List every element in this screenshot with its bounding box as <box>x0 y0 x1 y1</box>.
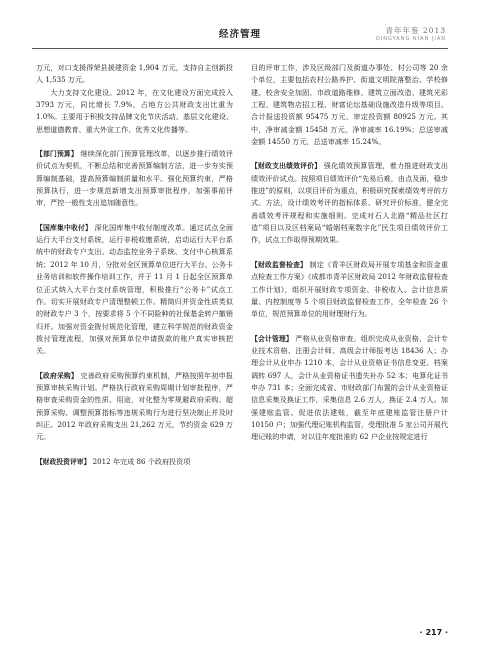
topic-paragraph <box>36 456 233 468</box>
paragraph-gap <box>36 444 233 456</box>
continued-paragraph: 万元，对口支援得荣县援建资金 1,904 万元，支持自主创新投入 1,535 万元。 <box>36 63 233 85</box>
paragraph-gap <box>36 358 233 370</box>
paragraph-text: 强化绩效预算管理，着力推进财政支出绩效评价试点。按照项目绩效评价“先易后难，由点及面，稳步推进”的原则，以项目评价为重点，积极研究探索绩效考评的方式、方法，设计绩效考评的指标体系、研究评价标准，健全完善绩效考评规程和实施细则。完成对石人北路“精品社区打造”项目以及区档案局“婚姻档案数字化”民生项目绩效评价工作，试点工作取得预期效果。 <box>251 161 448 245</box>
topic-paragraph <box>36 370 233 444</box>
topic-keyword: 【国库集中收付】 <box>36 223 93 232</box>
right-text-column <box>251 62 448 630</box>
topic-keyword: 【会计管理】 <box>251 334 293 343</box>
body-paragraph: 大力支持文化建设。2012 年，在文化建设方面完成投入 3793 万元，同比增长 7.9%，占地方公共财政支出比重为 1.0%。主要用于积极支持品牌文化节庆活动、基层文化建设、思想道德教育、重大外宣工作、优秀文化传播等。 <box>36 87 233 134</box>
topic-paragraph <box>251 333 448 444</box>
topic-keyword: 【政府采购】 <box>36 371 78 380</box>
paragraph-gap <box>251 247 448 259</box>
yearbook-title: 青年年鉴 2013 <box>385 26 446 35</box>
paragraph-gap <box>251 321 448 333</box>
paragraph-text: 完善政府采购预算约束机制，严格按照年初申报预算审核采购计划。严格执行政府采购周期计划审批程序，严格审查采购资金的性质、用途，对化整为零规避政府采购、超预算采购、调整预算指标等违规采购行为进行坚决制止并及时纠正。2012 年政府采购支出 21,262 万元，节约资金 629 万元。 <box>36 370 233 442</box>
running-header <box>0 0 480 52</box>
paragraph-gap <box>36 210 233 222</box>
topic-keyword: 【财政投资评审】 <box>36 457 91 466</box>
topic-paragraph <box>251 259 448 321</box>
topic-paragraph <box>36 222 233 358</box>
yearbook-title-pinyin: QINGYANG NIAN JIAN <box>375 36 446 42</box>
paragraph-gap <box>36 136 233 148</box>
paragraph-gap <box>251 148 448 160</box>
paragraph-text: 制定《青羊区财政局开展专项基金和资金重点检查工作方案》《成都市青羊区财政局 2012 年财政监督检查工作计划》，组织开展财政专项资金、非税收入、会计信息质量、内控制度等 5 个项目财政监督检查工作，全年检查 26 个单位，规范预算单位的用财理财行为。 <box>251 259 448 319</box>
header-rule <box>32 48 448 49</box>
section-title: 经济管理 <box>218 29 261 40</box>
page-number: · 217 · <box>419 628 448 637</box>
topic-paragraph <box>36 148 233 210</box>
left-text-column <box>36 62 233 630</box>
paragraph-text: 继续深化部门预算管理改革，以逐步推行绩效评价试点为契机，不断总结和完善预算编制方法，进一步夯实预算编制基础，提高预算编制质量和水平。强化预算约束，严格预算执行，进一步规范新增支出预算审批程序，加强事前评审，严控一般性支出追加随意性。 <box>36 149 233 208</box>
topic-keyword: 【财政监督检查】 <box>251 260 308 269</box>
continued-paragraph: 目的评审工作，涉及区级部门及街道办事处、村公司等 20 余个单位，主要包括农村公路养护、街道文明院落整治、学校修建、校舍安全加固、市政道路维修、建筑立面改造、建筑光彩工程、建筑物店招工程、财富论坛基础设施改造升级等项目。合计报送投资额 95475 万元，审定投资额 80925 万元。其中，净审减金额 15458 万元，净审减率 16.19%；总送审减金额 14550 万元，总送审减率 15.24%。 <box>251 63 448 147</box>
paragraph-text: 2012 年完成 86 个政府投资项 <box>90 456 191 466</box>
topic-keyword: 【财政支出绩效评价】 <box>251 162 322 171</box>
topic-keyword: 【部门预算】 <box>36 150 78 159</box>
topic-paragraph <box>251 160 448 246</box>
paragraph-text: 深化国库集中收付制度改革。通过试点全面运行大平台支付系统，运行非税收缴系统，启动运行大平台系统中的财政专户支出、动态监控业务子系统、支付中心核算系统；2012 年 10 月，分批对全区预算单位进行大平台、公务卡业务培训和软件操作培训工作，并于 11 月 1 日起全区预算单位正式纳入大平台支付系统管理，积极推行“公务卡”试点工作。切实开展财政专户清理整顿工作。精简归并资金性质类似的财政专户 3 个，按要求将 5 个不同险种的社保基金转户撤销归并。加强对资金拨付规范化管理，建立科学规范的财政资金拨付管理流程，加强对预算单位申请拨款的账户真实审核把关。 <box>36 222 233 356</box>
paragraph-text: 严格从业资格审查。组织完成从业资格、会计专业技术资格、注册会计师、高级会计师报考达 18436 人；办理会计从业申办 1210 本，会计从业资格证书信息变更、档案调转 697 人，会计从业资格证书遗失补办 52 本；电算化证书申办 731 本；全面完成省、市财政部门布置的会计从业资格证信息采集及换证工作，采集信息 2.6 万人，换证 2.4 万人。加强建账监管。促进依法建账，截至年底建账监管注册户计 10150 户；加强代理记账机构监管，受理批准 5 家公司开展代理记账的申请，对以往年度批准的 62 户企业按规定进行 <box>251 333 448 442</box>
